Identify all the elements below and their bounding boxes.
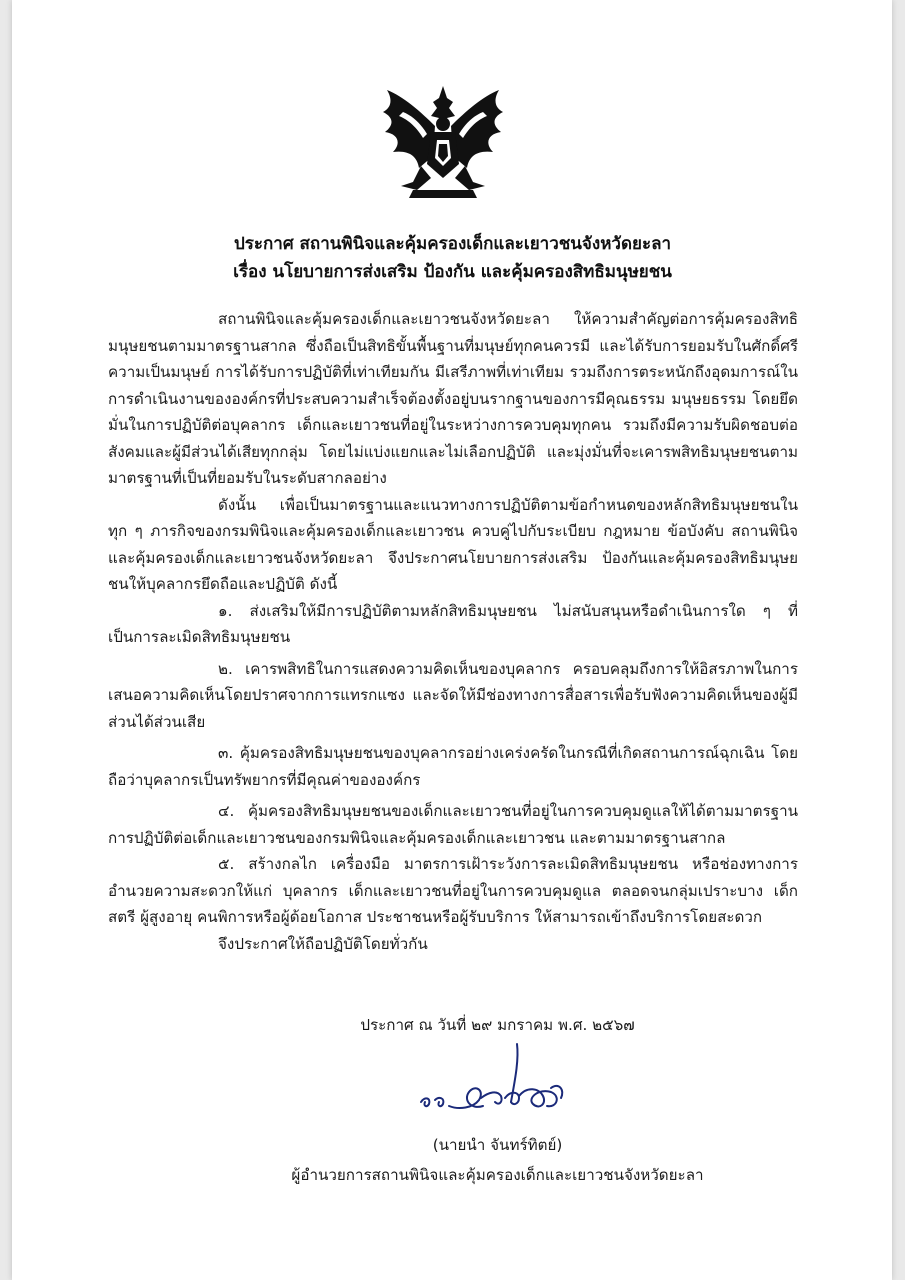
signer-name: (นายนำ จันทร์ทิตย์): [432, 1136, 563, 1154]
announcement-date: ประกาศ ณ วันที่ ๒๙ มกราคม พ.ศ. ๒๕๖๗: [360, 1016, 635, 1034]
signer-position: ผู้อำนวยการสถานพินิจและคุ้มครองเด็กและเยาวชนจังหวัดยะลา: [291, 1166, 704, 1184]
policy-preamble: ดังนั้น เพื่อเป็นมาตรฐานและแนวทางการปฏิบัติตามข้อกำหนดของหลักสิทธิมนุษยชนในทุก ๆ ภารกิจของกรมพินิจและคุ้มครองเด็กและเยาวชน ควบคู่ไปกับระเบียบ กฎหมาย ข้อบังคับ สถานพินิจและคุ้มครองเด็กและเยาวชนจังหวัดยะลา จึงประกาศนโยบายการส่งเสริม ป้องกันและคุ้มครองสิทธิมนุษยชนให้บุคลากรยึดถือและปฏิบัติ ดังนี้: [108, 495, 798, 593]
policy-item-1: ๑. ส่งเสริมให้มีการปฏิบัติตามหลักสิทธิมนุษยชน ไม่สนับสนุนหรือดำเนินการใด ๆ ที่เป็นการละเมิดสิทธิมนุษยชน: [108, 601, 798, 646]
announcement-subject: เรื่อง นโยบายการส่งเสริม ป้องกัน และคุ้มครองสิทธิมนุษยชน: [233, 262, 672, 282]
garuda-emblem-icon: [373, 82, 513, 202]
policy-item-3: ๓. คุ้มครองสิทธิมนุษยชนของบุคลากรอย่างเคร่งครัดในกรณีที่เกิดสถานการณ์ฉุกเฉิน โดยถือว่าบุคลากรเป็นทรัพยากรที่มีคุณค่าขององค์กร: [108, 744, 798, 789]
policy-item-4: ๔. คุ้มครองสิทธิมนุษยชนของเด็กและเยาวชนที่อยู่ในการควบคุมดูแลให้ได้ตามมาตรฐานการปฏิบัติต่อเด็กและเยาวชนของกรมพินิจและคุ้มครองเด็กและเยาวชน และตามมาตรฐานสากล: [108, 802, 798, 847]
announcement-body: [108, 306, 798, 957]
intro-paragraph: สถานพินิจและคุ้มครองเด็กและเยาวชนจังหวัดยะลา ให้ความสำคัญต่อการคุ้มครองสิทธิมนุษยชนตามมาตรฐานสากล ซึ่งถือเป็นสิทธิขั้นพื้นฐานที่มนุษย์ทุกคนควรมี และได้รับการยอมรับในศักดิ์ศรีความเป็นมนุษย์ การได้รับการปฏิบัติที่เท่าเทียมกัน มีเสรีภาพที่เท่าเทียม รวมถึงการตระหนักถึงอุดมการณ์ในการดำเนินงานขององค์กรที่ประสบความสำเร็จต้องตั้งอยู่บนรากฐานของการมีคุณธรรม มนุษยธรรม โดยยึดมั่นในการปฏิบัติต่อบุคลากร เด็กและเยาวชนที่อยู่ในระหว่างการควบคุมทุกคน รวมถึงมีความรับผิดชอบต่อสังคมและผู้มีส่วนได้เสียทุกกลุ่ม โดยไม่แบ่งแยกและไม่เลือกปฏิบัติ และมุ่งมั่นที่จะเคารพสิทธิมนุษยชนตามมาตรฐานที่เป็นที่ยอมรับในระดับสากลอย่าง: [108, 310, 798, 487]
policy-item-2: ๒. เคารพสิทธิในการแสดงความคิดเห็นของบุคลากร ครอบคลุมถึงการให้อิสรภาพในการเสนอความคิดเห็นโดยปราศจากการแทรกแซง และจัดให้มีช่องทางการสื่อสารเพื่อรับฟังความคิดเห็นของผู้มีส่วนได้ส่วนเสีย: [108, 659, 798, 731]
announcement-title: ประกาศ สถานพินิจและคุ้มครองเด็กและเยาวชนจังหวัดยะลา: [233, 234, 672, 254]
handwritten-signature: [415, 1040, 590, 1120]
conclusion-line: จึงประกาศให้ถือปฏิบัติโดยทั่วกัน: [218, 934, 428, 953]
policy-item-5: ๕. สร้างกลไก เครื่องมือ มาตรการเฝ้าระวังการละเมิดสิทธิมนุษยชน หรือช่องทางการอำนวยความสะดวกให้แก่ บุคลากร เด็กและเยาวชนที่อยู่ในการควบคุมดูแล ตลอดจนกลุ่มเปราะบาง เด็ก สตรี ผู้สูงอายุ คนพิการหรือผู้ด้อยโอกาส ประชาชนหรือผู้รับบริการ ให้สามารถเข้าถึงบริการโดยสะดวก: [108, 855, 798, 926]
